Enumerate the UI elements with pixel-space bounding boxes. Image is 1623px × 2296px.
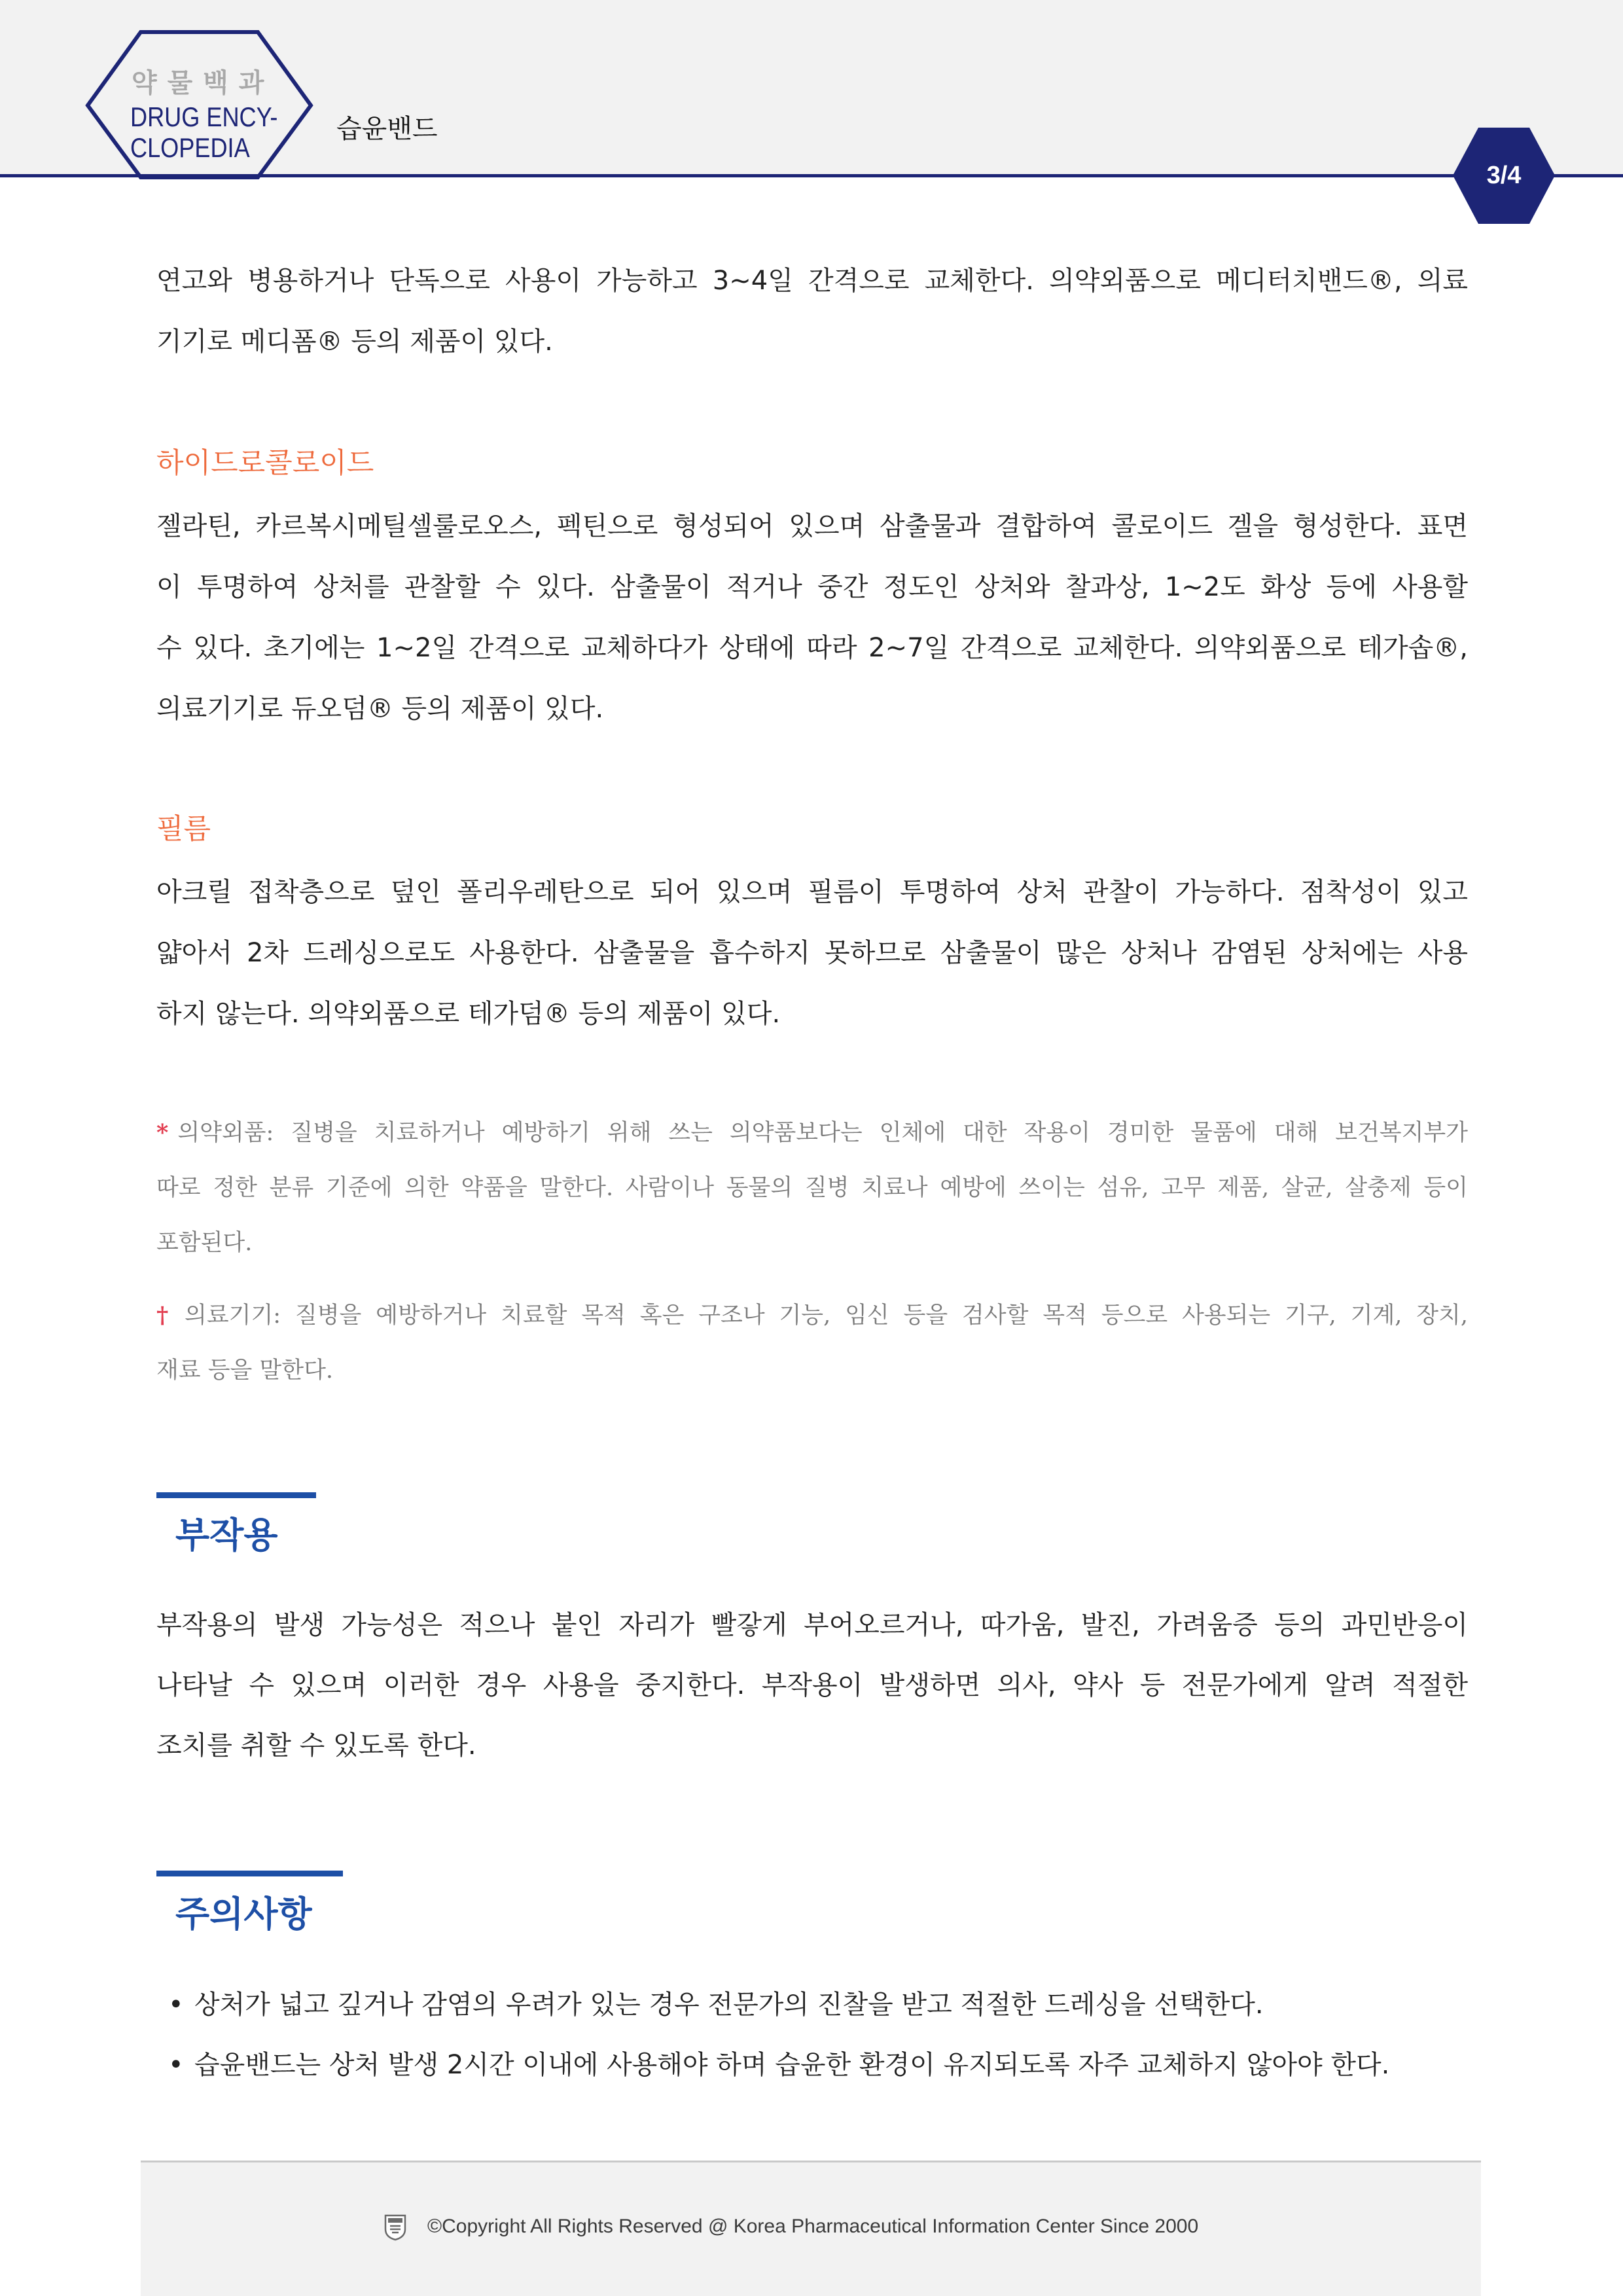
document-title: 습윤밴드	[336, 114, 438, 144]
footnote-line: 재료 등을 말한다.	[156, 1357, 334, 1384]
paragraph-line: 얇아서 2차 드레싱으로도 사용한다. 삼출물을 흡수하지 못하므로 삼출물이 많은 상처나 감염된 상처에는 사용	[156, 938, 1468, 968]
section-title-precautions: 주의사항	[175, 1893, 312, 1935]
bullet-text: 습윤밴드는 상처 발생 2시간 이내에 사용해야 하며 습윤한 환경이 유지되도록 자주 교체하지 않아야 한다.	[194, 2050, 1390, 2080]
footnote-line: 따로 정한 분류 기준에 의한 약품을 말한다. 사람이나 동물의 질병 치료나 예방에 쓰이는 섬유, 고무 제품, 살균, 살충제 등이	[156, 1175, 1468, 1201]
paragraph-line: 젤라틴, 카르복시메틸셀룰로오스, 펙틴으로 형성되어 있으며 삼출물과 결합하여 콜로이드 겔을 형성한다. 표면	[156, 511, 1468, 541]
page-number: 3/4	[1486, 162, 1522, 189]
footnote-line	[156, 1105, 1468, 1160]
logo-english-line-1: DRUG ENCY-	[130, 101, 278, 132]
paragraph-line: 기기로 메디폼® 등의 제품이 있다.	[156, 327, 553, 357]
film-paragraph	[156, 862, 1468, 1045]
bullet-marker: •	[168, 2050, 184, 2080]
hydrocolloid-paragraph	[156, 496, 1468, 740]
footer	[141, 2161, 1481, 2296]
precautions-list	[168, 1975, 1468, 2095]
paragraph-line: 조치를 취할 수 있도록 한다.	[156, 1731, 476, 1761]
logo-korean-text: 약 물 백 과	[132, 68, 265, 98]
footer-copyright: ©Copyright All Rights Reserved @ Korea Pharmaceutical Information Center Since 2000	[427, 2215, 1199, 2237]
paragraph-line: 하지 않는다. 의약외품으로 테가덤® 등의 제품이 있다.	[156, 999, 781, 1029]
footnote-marker: †	[156, 1302, 176, 1329]
kpic-emblem-icon	[383, 2214, 407, 2241]
section-title-side-effects: 부작용	[175, 1515, 278, 1556]
footnote-marker: *	[156, 1119, 169, 1146]
paragraph-line: 이 투명하여 상처를 관찰할 수 있다. 삼출물이 적거나 중간 정도인 상처와 찰과상, 1~2도 화상 등에 사용할	[156, 572, 1468, 602]
bullet-marker: •	[168, 1990, 184, 2020]
side-effects-paragraph	[156, 1595, 1468, 1776]
paragraph-line: 아크릴 접착층으로 덮인 폴리우레탄으로 되어 있으며 필름이 투명하여 상처 관찰이 가능하다. 점착성이 있고	[156, 877, 1468, 907]
footnote-line: 포함된다.	[156, 1230, 253, 1256]
list-item	[168, 2035, 1468, 2095]
footnote-quasi-drug	[156, 1105, 1468, 1270]
paragraph-line: 연고와 병용하거나 단독으로 사용이 가능하고 3~4일 간격으로 교체한다. 의약외품으로 메디터치밴드®, 의료	[156, 266, 1468, 296]
footnote-medical-device	[156, 1288, 1468, 1398]
footnote-text: 의약외품: 질병을 치료하거나 예방하기 위해 쓰는 의약품보다는 인체에 대한 작용이 경미한 물품에 대해 보건복지부가	[177, 1120, 1468, 1146]
logo-english-line-2: CLOPEDIA	[130, 132, 250, 163]
footnote-line	[156, 1288, 1468, 1343]
bullet-text: 상처가 넓고 깊거나 감염의 우려가 있는 경우 전문가의 진찰을 받고 적절한 드레싱을 선택한다.	[194, 1990, 1264, 2020]
list-item	[168, 1975, 1468, 2035]
intro-paragraph	[156, 251, 1468, 372]
subheading-hydrocolloid: 하이드로콜로이드	[156, 447, 374, 480]
paragraph-line: 부작용의 발생 가능성은 적으나 붙인 자리가 빨갛게 부어오르거나, 따가움, 발진, 가려움증 등의 과민반응이	[156, 1610, 1468, 1640]
section-bar-precautions	[156, 1871, 343, 1876]
paragraph-line: 나타날 수 있으며 이러한 경우 사용을 중지한다. 부작용이 발생하면 의사, 약사 등 전문가에게 알려 적절한	[156, 1670, 1468, 1700]
footnote-text: 의료기기: 질병을 예방하거나 치료할 목적 혹은 구조나 기능, 임신 등을 검사할 목적 등으로 사용되는 기구, 기계, 장치,	[185, 1302, 1468, 1329]
subheading-film: 필름	[156, 813, 211, 846]
paragraph-line: 의료기기로 듀오덤® 등의 제품이 있다.	[156, 694, 604, 724]
section-bar-side-effects	[156, 1492, 316, 1498]
paragraph-line: 수 있다. 초기에는 1~2일 간격으로 교체하다가 상태에 따라 2~7일 간격으로 교체한다. 의약외품으로 테가솝®,	[156, 633, 1468, 663]
